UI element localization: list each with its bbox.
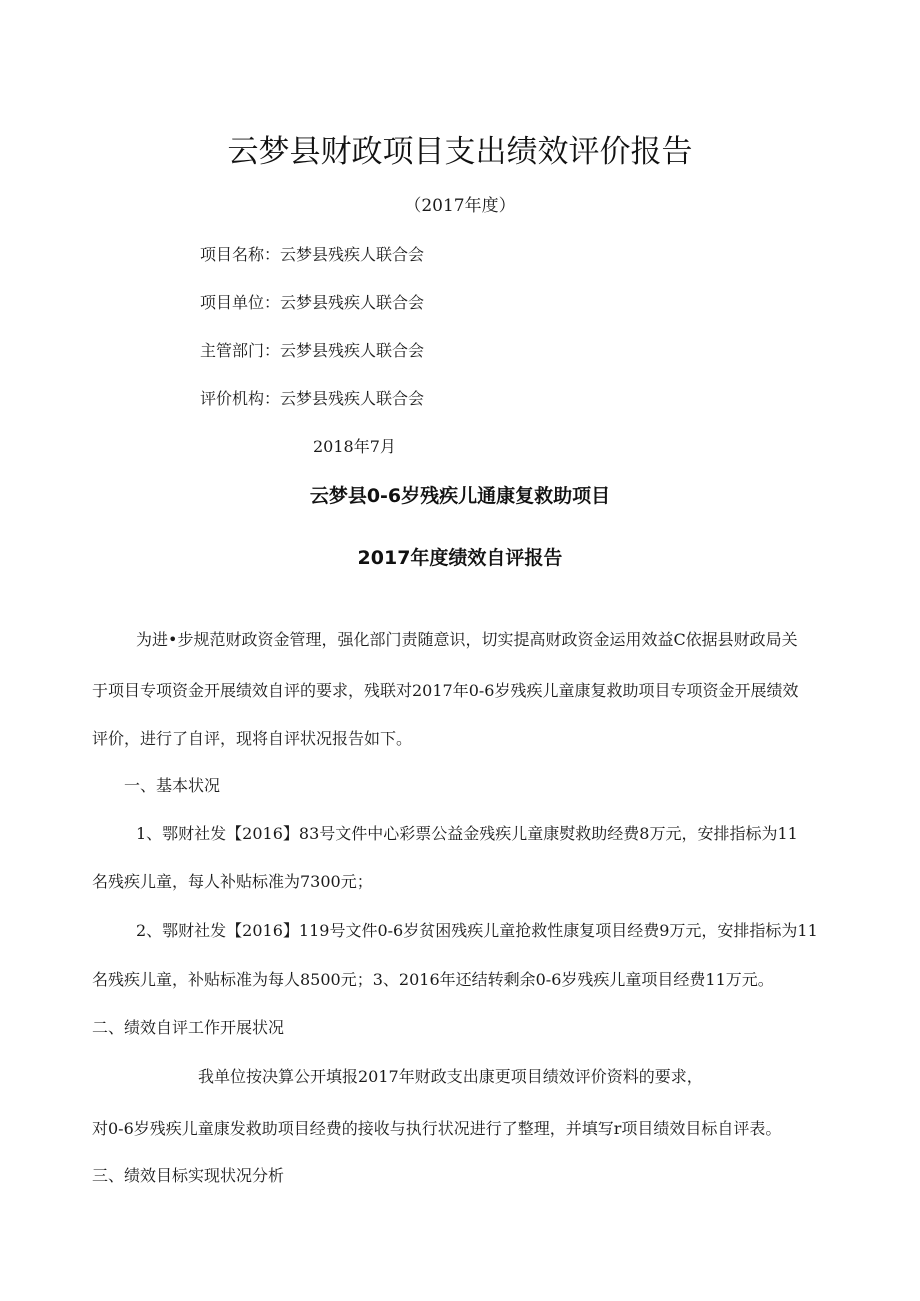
report-year: （2017年度）: [404, 196, 516, 216]
intro-line-3: 评价，进行了自评，现将自评状况报告如下。: [92, 729, 413, 748]
section-heading-1: 一、基本状况: [124, 776, 221, 795]
intro-line-2: 于项目专项资金开展绩效自评的要求，残联对2017年0-6岁残疾儿童康复救助项目专项资金开展绩效: [92, 681, 799, 700]
meta-value: 云梦县残疾人联合会: [280, 341, 425, 360]
meta-project-unit: [200, 290, 424, 313]
item2-line-2: 名残疾儿童，补贴标准为每人8500元；3、2016年还结转剩余0-6岁残疾儿童项目经费11万元。: [92, 970, 774, 989]
item1-line-1: 1、鄂财社发【2016】83号文件中心彩票公益金残疾儿童康熨救助经费8万元，安排指标为11: [136, 824, 798, 843]
meta-value: 云梦县残疾人联合会: [280, 389, 425, 408]
meta-label: 项目名称：: [200, 245, 281, 264]
meta-project-name: [200, 242, 424, 265]
subtitle-project: 云梦县0-6岁残疾儿通康复救助项目: [309, 485, 611, 507]
section-heading-2: 二、绩效自评工作开展状况: [92, 1018, 285, 1037]
report-title: 云梦县财政项目支出绩效评价报告: [227, 134, 693, 170]
section-heading-3: 三、绩效目标实现状况分析: [92, 1166, 285, 1185]
report-date: 2018年7月: [313, 437, 396, 456]
meta-value: 云梦县残疾人联合会: [280, 245, 425, 264]
sec2-line-2: 对0-6岁残疾儿童康发救助项目经费的接收与执行状况进行了整理，并填写r项目绩效目标自评表。: [92, 1119, 782, 1138]
item2-line-1: 2、鄂财社发【2016】119号文件0-6岁贫困残疾儿童抢救性康复项目经费9万元，安排指标为11: [136, 921, 818, 940]
meta-value: 云梦县残疾人联合会: [280, 293, 425, 312]
meta-department: [200, 338, 424, 361]
item1-line-2: 名残疾儿童，每人补贴标准为7300元；: [92, 872, 373, 891]
meta-label: 主管部门：: [200, 341, 281, 360]
intro-line-1: 为进•步规范财政资金管理，强化部门责随意识，切实提高财政资金运用效益C依据县财政局关: [136, 630, 798, 649]
meta-label: 项目单位：: [200, 293, 281, 312]
meta-evaluator: [200, 386, 424, 409]
meta-label: 评价机构：: [200, 389, 281, 408]
sec2-line-1: 我单位按决算公开填报2017年财政支出康更项目绩效评价资料的要求，: [198, 1067, 703, 1086]
subtitle-report: 2017年度绩效自评报告: [357, 547, 563, 569]
